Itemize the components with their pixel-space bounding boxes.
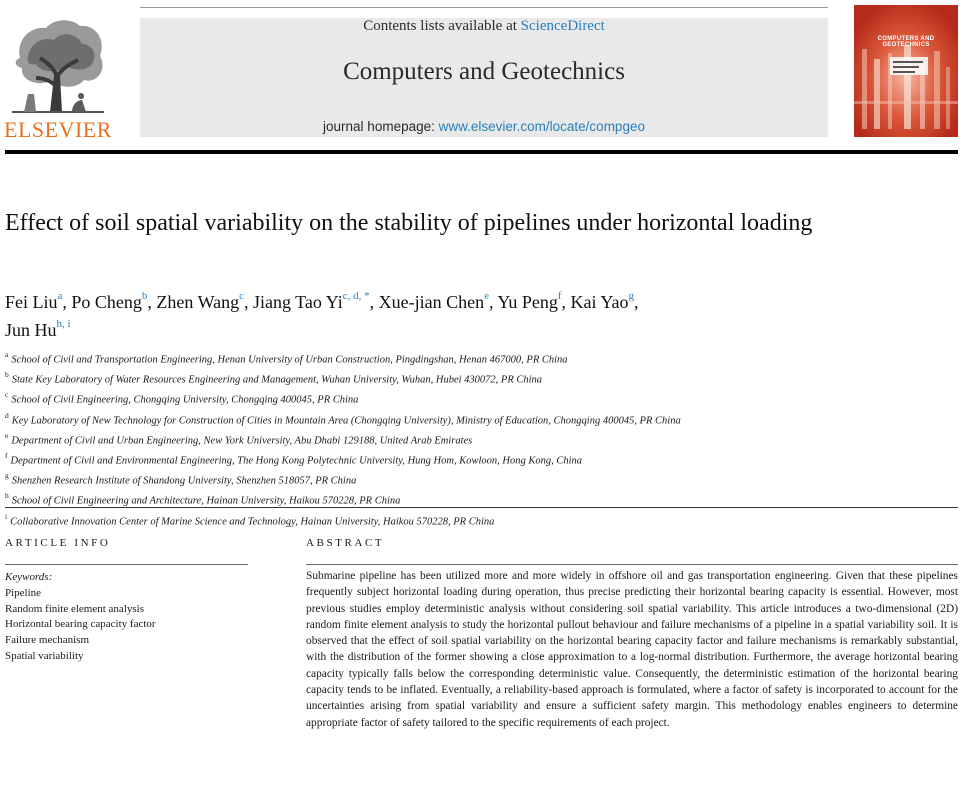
author-affiliation-mark[interactable]: g bbox=[628, 290, 635, 302]
author-affiliation-mark[interactable]: h, i bbox=[56, 318, 71, 330]
keyword-item: Pipeline bbox=[5, 586, 42, 599]
author-separator: , bbox=[489, 292, 498, 312]
author-name[interactable]: Po Cheng bbox=[71, 292, 142, 312]
journal-banner bbox=[140, 18, 828, 137]
homepage-link[interactable]: www.elsevier.com/locate/compgeo bbox=[438, 119, 645, 134]
affiliation-text: School of Civil Engineering, Chongqing University, Chongqing 400045, PR China bbox=[11, 394, 359, 406]
journal-cover-art bbox=[854, 5, 958, 137]
header-divider bbox=[5, 150, 958, 154]
author-affiliation-mark[interactable]: f bbox=[557, 290, 562, 302]
section-divider bbox=[5, 507, 958, 508]
keyword-item: Failure mechanism bbox=[5, 634, 90, 647]
affiliation-mark: d bbox=[5, 410, 9, 420]
affiliation-mark: a bbox=[5, 350, 9, 359]
author-affiliation-mark[interactable]: e bbox=[484, 290, 489, 302]
article-title: Effect of soil spatial variability on the stability of pipelines under horizontal loading bbox=[5, 210, 813, 236]
affiliation-mark: h bbox=[5, 491, 9, 501]
affiliation-item bbox=[5, 510, 955, 530]
affiliation-item bbox=[5, 368, 955, 388]
keyword-item: Spatial variability bbox=[5, 649, 84, 662]
affiliation-text: Shenzhen Research Institute of Shandong University, Shenzhen 518057, PR China bbox=[11, 475, 357, 487]
author-list bbox=[5, 286, 945, 342]
author-separator: , bbox=[561, 292, 571, 312]
journal-cover[interactable] bbox=[854, 5, 958, 137]
affiliation-item bbox=[5, 388, 955, 408]
affiliation-text: State Key Laboratory of Water Resources Engineering and Management, Wuhan University, Wuhan, Hubei 430072, PR China bbox=[11, 374, 543, 386]
journal-cover-title: COMPUTERS AND GEOTECHNICS bbox=[877, 36, 935, 48]
article-info-rule bbox=[5, 564, 248, 565]
author-affiliation-mark[interactable]: b bbox=[141, 290, 148, 302]
abstract-text: Submarine pipeline has been utilized more and more widely in offshore oil and gas transportation engineering. Given that these pipelines frequently subject horizontal loading during operation, thus precise predicting their horizontal bearing capacity is essential. However, most previous studies employ deterministic analysis without considering soil spatial variability. This article introduces a two-dimensional (2D) random finite element analysis to study the horizontal pullout behaviour and failure mechanisms of a pipeline in a spatial variability soil. It is observed that the effect of soil spatial variability on the horizontal bearing capacity factor and failure mechanisms is remarkably substantial, with the distribution of the former showing a close approximation to a log-normal distribution. Furthermore, the average horizontal bearing capacity typically falls below the corresponding deterministic value. Consequently, the deterministic estimation of the horizontal bearing capacity tends to be inflated. Eventually, a reliability-based approach is formulated, where a factor of safety is incorporated to account for the uncertainties arising from spatial variability and ensure a sufficient safety margin. This methodology enables engineers to determine appropriate factor of safety tailored to the specific requirements of each project. bbox=[306, 570, 958, 729]
homepage-prefix: journal homepage: bbox=[323, 119, 439, 134]
contents-line bbox=[140, 18, 828, 35]
homepage-line bbox=[140, 119, 828, 134]
author-name[interactable]: Zhen Wang bbox=[156, 292, 240, 312]
affiliation-text: Department of Civil and Urban Engineering, New York University, Abu Dhabi 129188, United Arab Emirates bbox=[11, 435, 473, 447]
elsevier-wordmark: ELSEVIER bbox=[4, 117, 112, 142]
affiliation-mark: e bbox=[5, 430, 9, 440]
keyword-item: Horizontal bearing capacity factor bbox=[5, 618, 156, 631]
abstract-heading: ABSTRACT bbox=[306, 537, 385, 549]
journal-name[interactable]: Computers and Geotechnics bbox=[343, 58, 625, 85]
affiliation-item bbox=[5, 469, 955, 489]
author-separator: , bbox=[147, 292, 157, 312]
affiliation-item bbox=[5, 429, 955, 449]
affiliation-mark: f bbox=[5, 451, 8, 461]
affiliation-text: School of Civil and Transportation Engineering, Henan University of Urban Construction, Pingdingshan, Henan 467000, PR China bbox=[11, 354, 568, 366]
affiliation-item bbox=[5, 348, 955, 368]
affiliation-text: School of Civil Engineering and Architecture, Hainan University, Haikou 570228, PR China bbox=[11, 495, 401, 507]
affiliation-text: Collaborative Innovation Center of Marine Science and Technology, Hainan University, Haikou 570228, PR China bbox=[10, 516, 495, 528]
elsevier-logo[interactable] bbox=[2, 16, 114, 140]
author-name[interactable]: Xue-jian Chen bbox=[378, 292, 485, 312]
affiliation-mark: g bbox=[5, 471, 9, 481]
contents-prefix: Contents lists available at bbox=[363, 18, 521, 34]
affiliation-mark: i bbox=[5, 511, 8, 521]
author-name[interactable]: Yu Peng bbox=[497, 292, 558, 312]
author-name[interactable]: Fei Liu bbox=[5, 292, 58, 312]
author-name[interactable]: Kai Yao bbox=[570, 292, 629, 312]
keywords-heading: Keywords: bbox=[5, 571, 53, 583]
author-affiliation-mark[interactable]: c, d, * bbox=[342, 290, 370, 302]
elsevier-tree-icon bbox=[6, 16, 110, 116]
header-top-rule bbox=[140, 7, 828, 8]
author-separator: , bbox=[244, 292, 253, 312]
affiliation-mark: c bbox=[5, 390, 9, 400]
affiliation-item bbox=[5, 409, 955, 429]
author-name[interactable]: Jiang Tao Yi bbox=[253, 292, 343, 312]
author-affiliation-mark[interactable]: c bbox=[239, 290, 244, 302]
sciencedirect-link[interactable]: ScienceDirect bbox=[520, 18, 605, 34]
keywords-block bbox=[5, 570, 245, 665]
affiliation-mark: b bbox=[5, 370, 9, 380]
author-name[interactable]: Jun Hu bbox=[5, 320, 57, 340]
article-info-heading: ARTICLE INFO bbox=[5, 537, 111, 549]
author-separator: , bbox=[62, 292, 72, 312]
affiliation-text: Key Laboratory of New Technology for Construction of Cities in Mountain Area (Chongqing University), Ministry of Education, Chongqing 400045, PR China bbox=[11, 415, 681, 427]
author-affiliation-mark[interactable]: a bbox=[57, 290, 63, 302]
affiliation-list bbox=[5, 348, 955, 530]
author-separator: , bbox=[369, 292, 379, 312]
author-separator: , bbox=[634, 292, 639, 312]
keyword-item: Random finite element analysis bbox=[5, 602, 144, 615]
affiliation-item bbox=[5, 449, 955, 469]
affiliation-text: Department of Civil and Environmental Engineering, The Hong Kong Polytechnic University, Hung Hom, Kowloon, Hong Kong, China bbox=[10, 455, 583, 467]
abstract-rule bbox=[306, 564, 958, 565]
